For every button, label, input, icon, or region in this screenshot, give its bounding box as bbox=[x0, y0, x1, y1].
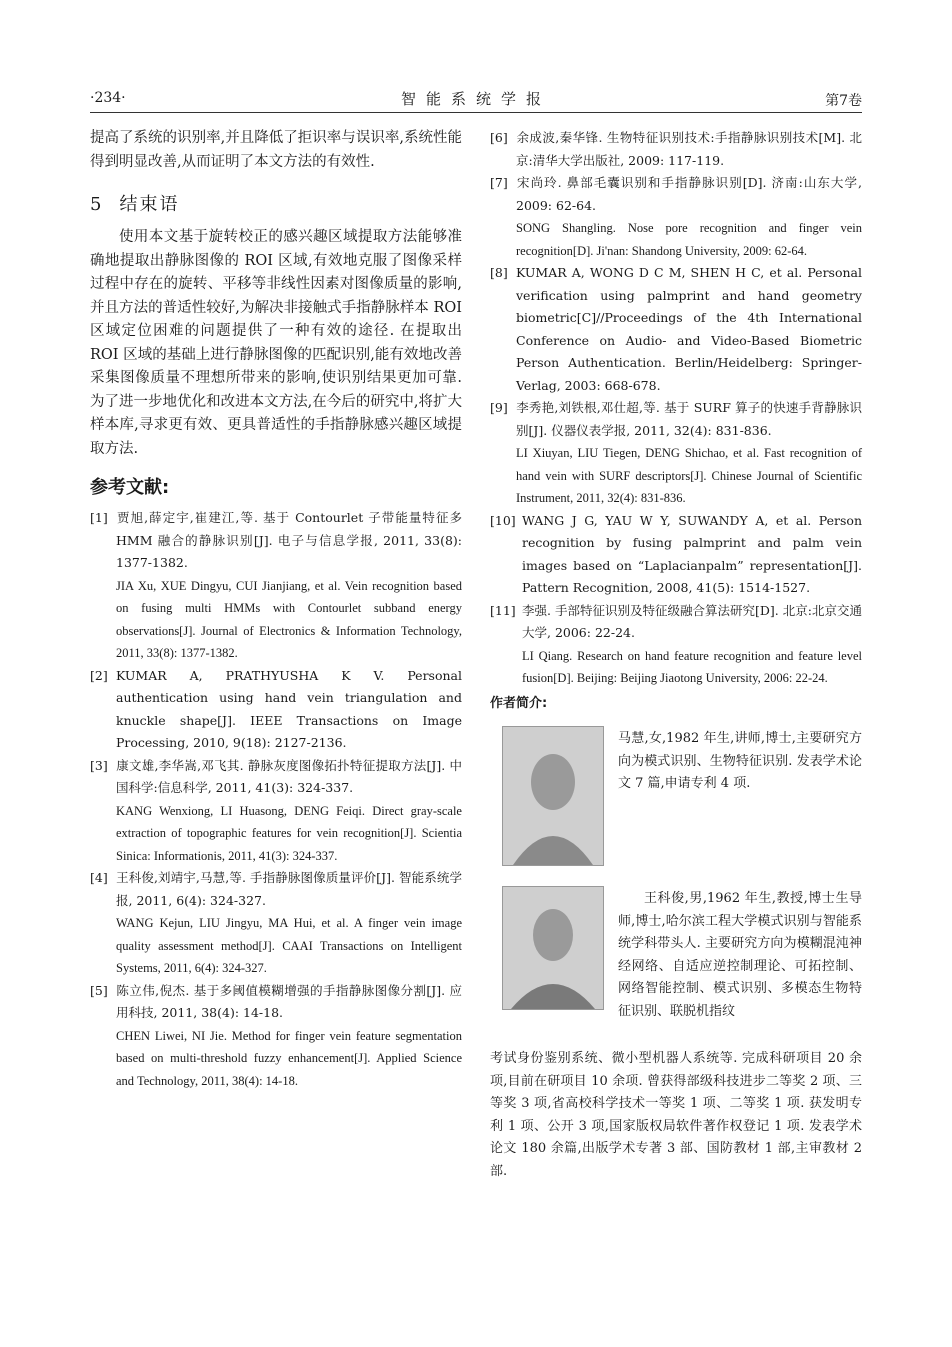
reference-item bbox=[490, 397, 862, 510]
reference-label: [3] bbox=[90, 757, 108, 773]
section-heading bbox=[90, 190, 462, 216]
volume-label: 第7卷 bbox=[825, 93, 862, 109]
reference-label: [2] bbox=[90, 667, 108, 683]
reference-item bbox=[90, 980, 462, 1093]
reference-text: KUMAR A, WONG D C M, SHEN H C, et al. Personal verification using palmprint and hand geometry biometric[C]//Proceedings of the 4th International Conference on Audio- and Video-Based Biometric Person Authentication. Berlin/Heidelberg: Springer-Verlag, 2003: 668-678. bbox=[516, 265, 862, 393]
reference-item bbox=[490, 510, 862, 600]
section-number: 5 bbox=[90, 194, 104, 215]
reference-label: [4] bbox=[90, 870, 108, 885]
section-title: 结束语 bbox=[119, 194, 180, 215]
reference-text: 李秀艳,刘铁根,邓仕超,等. 基于 SURF 算子的快速手背静脉识别[J]. 仪器仪表学报, 2011, 32(4): 831-836. bbox=[516, 400, 862, 438]
author-photo bbox=[502, 886, 604, 1010]
reference-english: CHEN Liwei, NI Jie. Method for finger vein feature segmentation based on multi-threshold fuzzy enhancement[J]. Applied Science and Technology, 2011, 38(4): 14-18. bbox=[116, 1028, 462, 1088]
reference-item bbox=[90, 755, 462, 868]
author-bio-2: 王科俊,男,1962 年生,教授,博士生导师,博士,哈尔滨工程大学模式识别与智能系统学科带头人. 主要研究方向为模糊混沌神经网络、自适应逆控制理论、可拓控制、网络智能控制、模式识别、多模态生物特征识别、联脱机指纹 bbox=[618, 891, 862, 1019]
reference-label: [5] bbox=[90, 982, 108, 998]
author-photo bbox=[502, 726, 604, 866]
running-header bbox=[90, 88, 862, 113]
reference-english: KANG Wenxiong, LI Huasong, DENG Feiqi. Direct gray-scale extraction of topographic features for vein recognition[J]. Scientia Sinica: Informationis, 2011, 41(3): 324-337. bbox=[116, 803, 462, 863]
reference-english: LI Xiuyan, LIU Tiegen, DENG Shichao, et al. Fast recognition of hand vein with SURF descriptors[J]. Chinese Journal of Scientific Instrument, 2011, 32(4): 831-836. bbox=[516, 446, 862, 505]
reference-label: [8] bbox=[490, 265, 508, 280]
intro-paragraph: 提高了系统的识别率,并且降低了拒识率与误识率,系统性能得到明显改善,从而证明了本文方法的有效性. bbox=[90, 130, 462, 170]
reference-label: [1] bbox=[90, 510, 108, 525]
reference-label: [6] bbox=[490, 130, 508, 145]
reference-text: 李强. 手部特征识别及特征级融合算法研究[D]. 北京:北京交通大学, 2006: 22-24. bbox=[522, 602, 862, 640]
author-bio-heading: 作者简介: bbox=[490, 695, 548, 711]
portrait-placeholder-icon bbox=[503, 727, 603, 865]
reference-text: KUMAR A, PRATHYUSHA K V. Personal authentication using hand vein triangulation and knuckle shape[J]. IEEE Transactions on Image Processing, 2010, 9(18): 2127-2136. bbox=[116, 667, 462, 750]
reference-label: [9] bbox=[490, 400, 508, 415]
reference-text: 康文雄,李华嵩,邓飞其. 静脉灰度图像拓扑特征提取方法[J]. 中国科学:信息科学, 2011, 41(3): 324-337. bbox=[116, 757, 462, 795]
portrait-placeholder-icon bbox=[503, 887, 603, 1009]
references-heading: 参考文献: bbox=[90, 477, 170, 498]
reference-label: [7] bbox=[490, 175, 508, 190]
reference-item bbox=[490, 172, 862, 262]
author-bio-1: 马慧,女,1982 年生,讲师,博士,主要研究方向为模式识别、生物特征识别. 发表学术论文 7 篇,申请专利 4 项. bbox=[618, 731, 862, 791]
conclusion-paragraph: 使用本文基于旋转校正的感兴趣区域提取方法能够准确地提取出静脉图像的 ROI 区域,有效地克服了图像采样过程中存在的旋转、平移等非线性因素对图像质量的影响,并且方法的普适性较好,为解决非接触式手指静脉样本 ROI 区域定位困难的问题提供了一种有效的途径. 在提取出 ROI 区域的基础上进行静脉图像的匹配识别,能有效地改善采集图像质量不理想所带来的影响,使识别结果更加可靠. 为了进一步地优化和改进本文方法,在今后的研究中,将扩大样本库,寻求更有效、更具普适性的手指静脉感兴趣区域提取方法. bbox=[90, 229, 462, 457]
reference-english: LI Qiang. Research on hand feature recognition and feature level fusion[D]. Beijing: Beijing Jiaotong University, 2006: 22-24. bbox=[522, 648, 862, 685]
reference-item bbox=[490, 127, 862, 172]
reference-label: [11] bbox=[490, 602, 516, 618]
reference-label: [10] bbox=[490, 512, 516, 528]
journal-title: 智能系统学报 bbox=[400, 90, 551, 108]
reference-text: 陈立伟,倪杰. 基于多阈值模糊增强的手指静脉图像分割[J]. 应用科技, 2011, 38(4): 14-18. bbox=[116, 982, 462, 1020]
reference-item bbox=[90, 665, 462, 755]
page-number: ·234· bbox=[90, 90, 126, 106]
reference-english: JIA Xu, XUE Dingyu, CUI Jianjiang, et al. Vein recognition based on fusing multi HMMs with Contourlet subband energy observations[J]. Journal of Electronics & Information Technology, 2011, 33(8): 1377-1382. bbox=[116, 578, 462, 660]
right-column bbox=[490, 127, 862, 715]
reference-english: SONG Shangling. Nose pore recognition and finger vein recognition[D]. Ji'nan: Shandong University, 2009: 62-64. bbox=[516, 221, 862, 258]
reference-text: 贾旭,薛定宇,崔建江,等. 基于 Contourlet 子带能量特征多 HMM 融合的静脉识别[J]. 电子与信息学报, 2011, 33(8): 1377-1382. bbox=[116, 510, 462, 570]
reference-item bbox=[490, 262, 862, 397]
author-bio-2-cont: 考试身份鉴别系统、微小型机器人系统等. 完成科研项目 20 余项,目前在研项目 10 余项. 曾获得部级科技进步二等奖 2 项、三等奖 3 项,省高校科学技术一等奖 1 项、二等奖 1 项. 获发明专利 1 项、公开 3 项,国家版权局软件著作权登记 1 项. 发表学术论文 180 余篇,出版学术专著 3 部、国防教材 1 部,主审教材 2 部. bbox=[490, 1051, 862, 1179]
reference-item bbox=[490, 600, 862, 690]
left-column bbox=[90, 127, 462, 1092]
reference-item bbox=[90, 507, 462, 665]
reference-text: 余成波,秦华锋. 生物特征识别技术:手指静脉识别技术[M]. 北京:清华大学出版社, 2009: 117-119. bbox=[516, 130, 862, 168]
reference-text: 宋尚玲. 鼻部毛囊识别和手指静脉识别[D]. 济南:山东大学, 2009: 62-64. bbox=[516, 175, 862, 213]
reference-english: WANG Kejun, LIU Jingyu, MA Hui, et al. A finger vein image quality assessment method[J]. CAAI Transactions on Intelligent Systems, 2011, 6(4): 324-327. bbox=[116, 916, 462, 975]
reference-item bbox=[90, 867, 462, 980]
reference-text: WANG J G, YAU W Y, SUWANDY A, et al. Person recognition by fusing palmprint and palm vein images based on “Laplacianpalm” representation[J]. Pattern Recognition, 2008, 41(5): 1514-1527. bbox=[522, 512, 862, 595]
reference-text: 王科俊,刘靖宇,马慧,等. 手指静脉图像质量评价[J]. 智能系统学报, 2011, 6(4): 324-327. bbox=[116, 870, 462, 908]
